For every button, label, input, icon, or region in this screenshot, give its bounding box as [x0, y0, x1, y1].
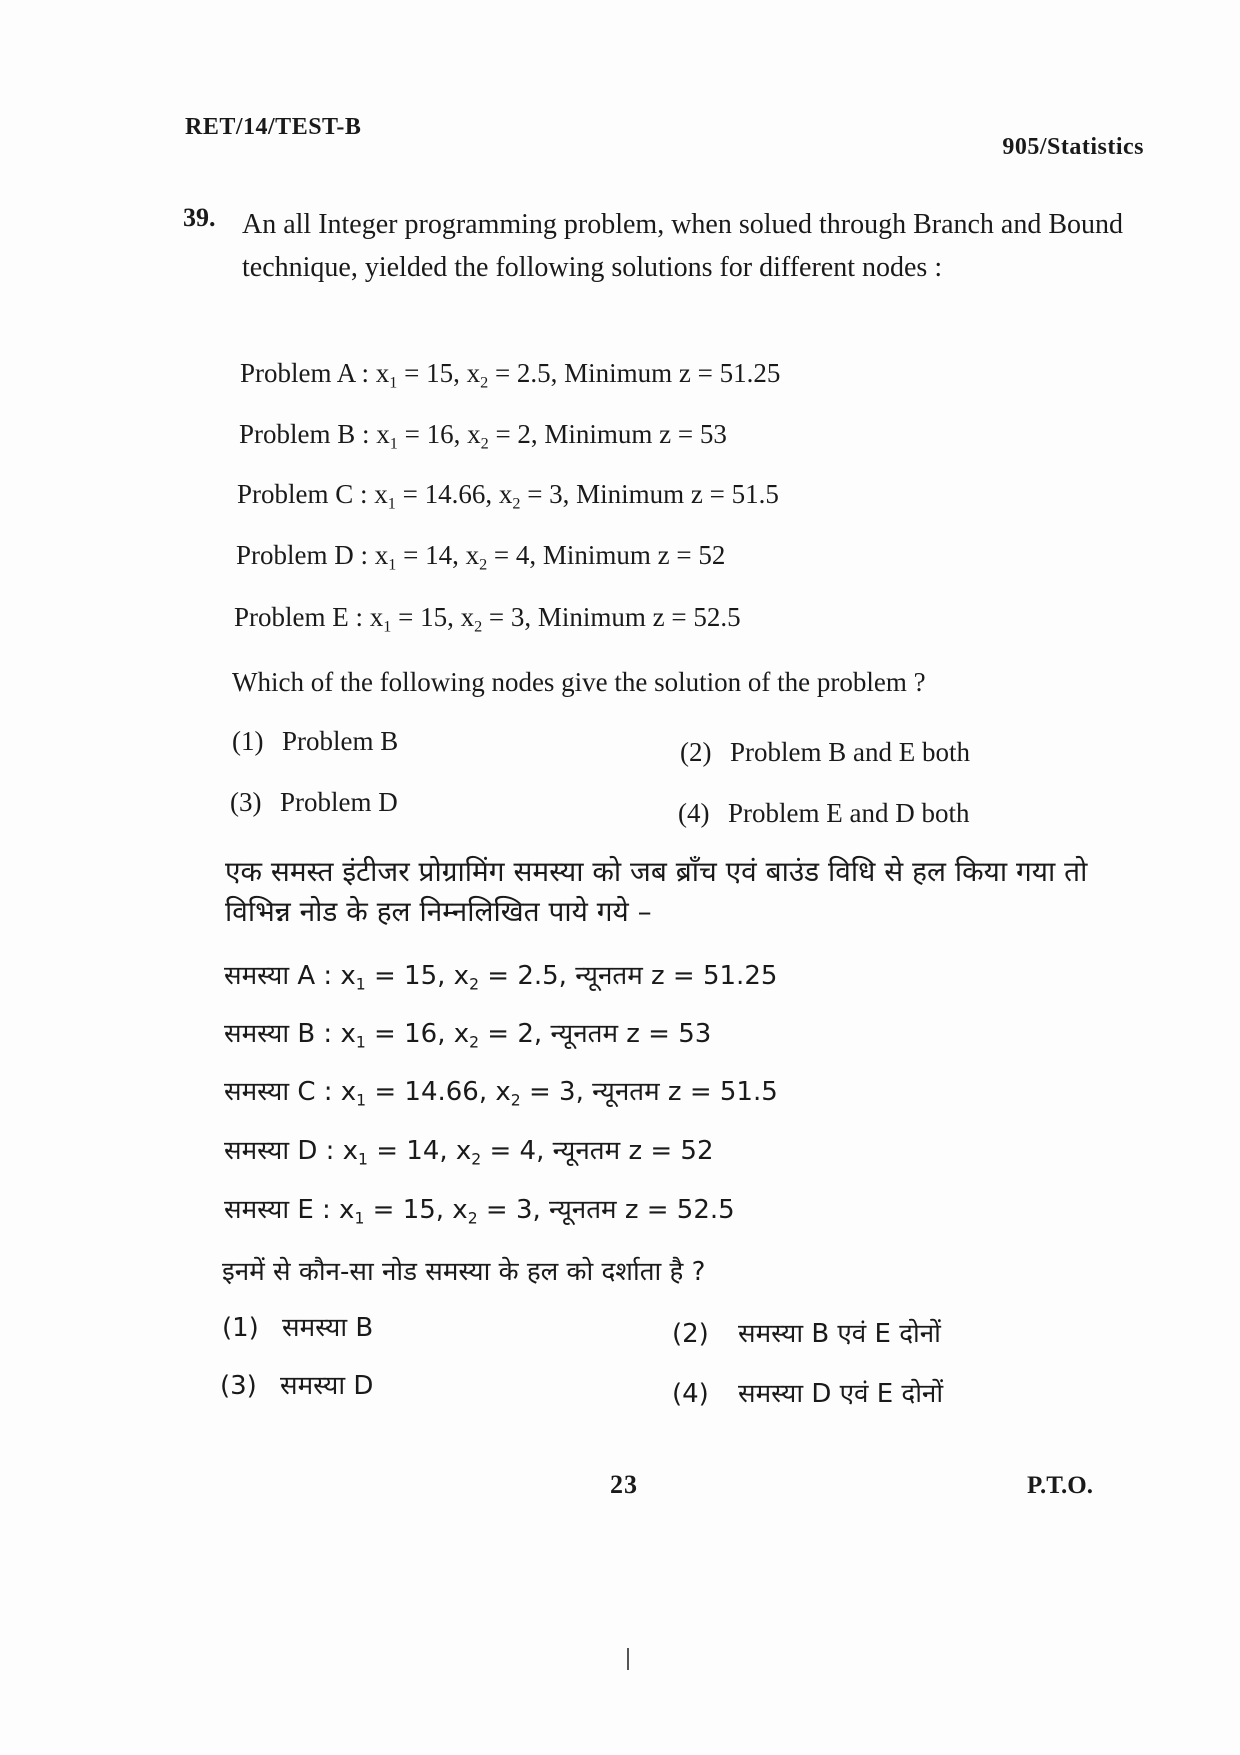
- x2-value: 2: [517, 419, 531, 449]
- x1-value: 14.66: [424, 479, 486, 509]
- option-3[interactable]: [230, 787, 398, 818]
- problem-label: समस्या E :: [224, 1195, 331, 1225]
- option-number: (4): [678, 798, 710, 828]
- option-number: (4): [672, 1379, 709, 1409]
- x1-value: 15: [420, 602, 448, 632]
- option-text: Problem B and E both: [730, 737, 970, 767]
- z-value: Minimum z = 53: [544, 419, 727, 449]
- option-text: समस्या B एवं E दोनों: [738, 1319, 941, 1349]
- hindi-question-stem: एक समस्त इंटीजर प्रोग्रामिंग समस्या को जब ब्राँच एवं बाउंड विधि से हल किया गया तो विभिन्न नोड के हल निम्नलिखित पाये गये –: [225, 855, 1088, 928]
- x2-value: 4: [519, 1136, 537, 1166]
- option-text: Problem D: [280, 787, 398, 817]
- problem-line: Problem B : $x_1 = 16$, $x_2 = 2$, Minimum z = 53: [239, 419, 727, 453]
- z-value: न्यूनतम z = 51.25: [575, 961, 778, 991]
- problem-label: Problem E :: [234, 602, 363, 632]
- hindi-option-3[interactable]: [220, 1366, 373, 1402]
- hindi-option-4[interactable]: [672, 1374, 943, 1410]
- problem-label: Problem C :: [237, 479, 368, 509]
- option-text: Problem E and D both: [728, 798, 970, 828]
- x1-value: 15: [404, 961, 438, 991]
- x2-value: 3: [549, 479, 563, 509]
- hindi-option-1[interactable]: [222, 1308, 373, 1344]
- problem-label: Problem A :: [240, 358, 370, 388]
- x2-value: 2.5: [517, 961, 559, 991]
- x1-value: 14: [425, 540, 453, 570]
- question-stem: An all Integer programming problem, when solued through Branch and Bound technique, yielded the following solutions for different nodes :: [242, 209, 1124, 283]
- z-value: न्यूनतम z = 53: [550, 1019, 712, 1049]
- problem-label: समस्या B :: [224, 1019, 333, 1049]
- hindi-problem-line: समस्या B : $x_1 = 16$, $x_2 = 2$, न्यूनतम z = 53: [224, 1019, 712, 1052]
- problem-label: Problem B :: [239, 419, 370, 449]
- problem-label: Problem D :: [236, 540, 368, 570]
- problem-line: Problem D : $x_1 = 14$, $x_2 = 4$, Minimum z = 52: [236, 540, 726, 574]
- z-value: Minimum z = 52.5: [537, 602, 741, 632]
- header-subject: 905/Statistics: [1002, 134, 1144, 160]
- problem-line: Problem E : $x_1 = 15$, $x_2 = 3$, Minimum z = 52.5: [234, 602, 741, 636]
- x2-value: 3: [515, 1195, 533, 1225]
- x1-value: 15: [402, 1195, 436, 1225]
- x2-value: 3: [559, 1077, 576, 1107]
- option-number: (3): [220, 1371, 257, 1401]
- option-text: Problem B: [282, 726, 399, 756]
- hindi-problem-line: समस्या D : $x_1 = 14$, $x_2 = 4$, न्यूनतम z = 52: [224, 1136, 714, 1169]
- question-prompt: Which of the following nodes give the solution of the problem ?: [232, 667, 926, 697]
- x1-value: 16: [404, 1019, 438, 1049]
- hindi-problem-line: समस्या E : $x_1 = 15$, $x_2 = 3$, न्यूनतम z = 52.5: [224, 1195, 735, 1228]
- option-4[interactable]: [678, 798, 969, 829]
- problem-label: समस्या C :: [224, 1077, 333, 1107]
- x1-value: 14: [406, 1136, 440, 1166]
- option-2[interactable]: [680, 737, 970, 768]
- z-value: न्यूनतम z = 52: [552, 1136, 714, 1166]
- header-code: RET/14/TEST-B: [185, 114, 362, 140]
- option-text: समस्या D एवं E दोनों: [738, 1379, 944, 1409]
- question-number: 39.: [183, 203, 216, 232]
- hindi-option-2[interactable]: [672, 1314, 941, 1350]
- x2-value: 4: [515, 540, 530, 570]
- hindi-problem-line: समस्या C : $x_1 = 14.66$, $x_2 = 3$, न्यूनतम z = 51.5: [224, 1077, 778, 1110]
- option-number: (3): [230, 787, 262, 817]
- x2-value: 2.5: [516, 358, 551, 388]
- z-value: Minimum z = 52: [542, 540, 726, 570]
- option-text: समस्या B: [282, 1313, 374, 1343]
- x2-value: 3: [510, 602, 525, 632]
- z-value: Minimum z = 51.5: [576, 479, 779, 509]
- page-number: 23: [610, 1470, 638, 1499]
- problem-label: समस्या D :: [224, 1136, 335, 1166]
- hindi-problem-line: समस्या A : $x_1 = 15$, $x_2 = 2.5$, न्यूनतम z = 51.25: [224, 961, 778, 994]
- z-value: Minimum z = 51.25: [564, 358, 781, 388]
- x1-value: 16: [426, 419, 454, 449]
- option-number: (2): [672, 1319, 709, 1349]
- option-number: (2): [680, 737, 712, 767]
- x2-value: 2: [517, 1019, 534, 1049]
- option-number: (1): [232, 726, 264, 756]
- margin-mark: [627, 1648, 629, 1670]
- hindi-question-prompt: इनमें से कौन-सा नोड समस्या के हल को दर्शाता है ?: [222, 1257, 706, 1287]
- x1-value: 15: [426, 358, 454, 388]
- pto-label: P.T.O.: [1027, 1472, 1093, 1499]
- option-number: (1): [222, 1313, 259, 1343]
- option-1[interactable]: [232, 726, 398, 757]
- problem-label: समस्या A :: [224, 961, 333, 991]
- problem-line: Problem A : $x_1 = 15$, $x_2 = 2.5$, Minimum z = 51.25: [240, 358, 781, 392]
- option-text: समस्या D: [280, 1371, 374, 1401]
- z-value: न्यूनतम z = 52.5: [549, 1195, 735, 1225]
- z-value: न्यूनतम z = 51.5: [592, 1077, 778, 1107]
- problem-line: Problem C : $x_1 = 14.66$, $x_2 = 3$, Minimum z = 51.5: [237, 479, 779, 513]
- x1-value: 14.66: [404, 1077, 479, 1107]
